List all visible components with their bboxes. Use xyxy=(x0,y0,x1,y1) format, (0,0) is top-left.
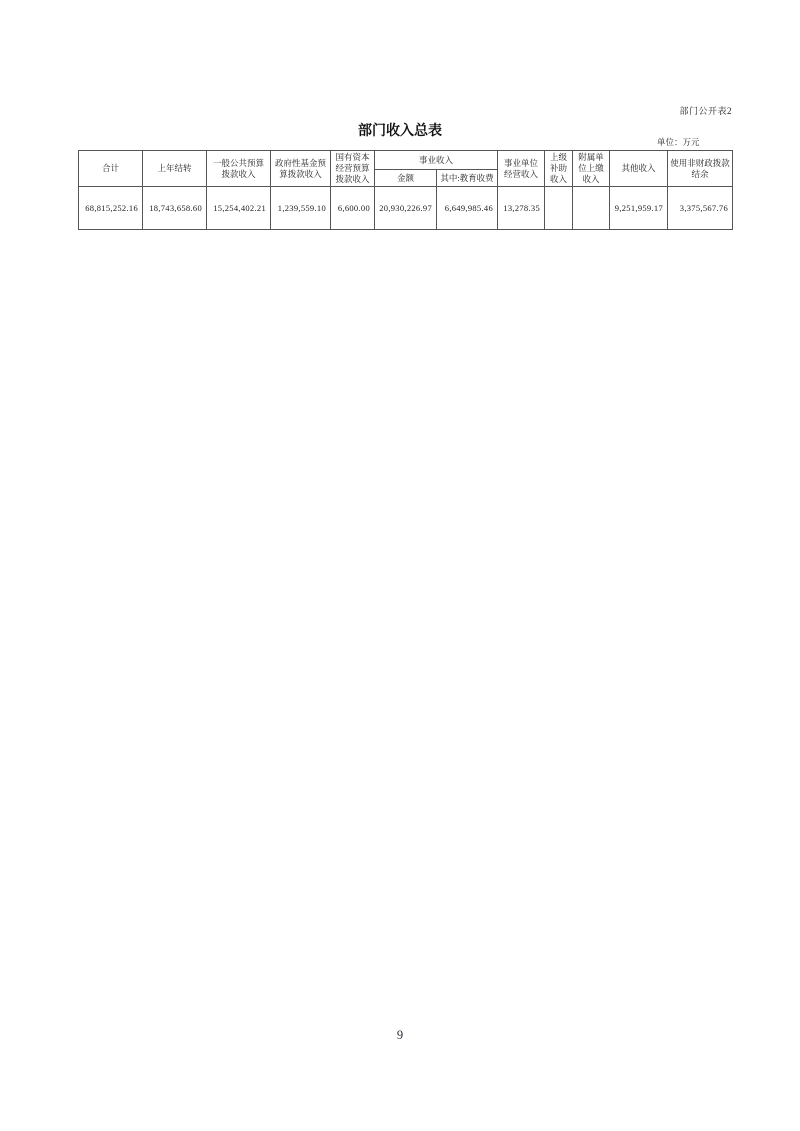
cell-prev-year-carryover: 18,743,658.60 xyxy=(143,187,207,230)
cell-superior-subsidy xyxy=(545,187,573,230)
header-gov-fund-budget: 政府性基金预算拨款收入 xyxy=(271,151,331,187)
cell-other-income: 9,251,959.17 xyxy=(610,187,668,230)
cell-non-fiscal-balance: 3,375,567.76 xyxy=(668,187,733,230)
header-non-fiscal-balance: 使用非财政拨款结余 xyxy=(668,151,733,187)
page-number: 9 xyxy=(396,1028,404,1042)
header-superior-subsidy: 上级补助收入 xyxy=(545,151,573,187)
income-summary-table xyxy=(78,150,733,230)
header-other-income: 其他收入 xyxy=(610,151,668,187)
cell-affiliated-turnover xyxy=(573,187,610,230)
header-business-income-education: 其中:教育收费 xyxy=(437,170,498,187)
unit-label: 单位：万元 xyxy=(657,137,700,147)
doc-sheet-label: 部门公开表2 xyxy=(679,106,732,116)
header-business-income-amount: 金额 xyxy=(375,170,437,187)
header-prev-year-carryover: 上年结转 xyxy=(143,151,207,187)
cell-general-public-budget: 15,254,402.21 xyxy=(207,187,271,230)
cell-state-capital-budget: 6,600.00 xyxy=(331,187,375,230)
header-general-public-budget: 一般公共预算拨款收入 xyxy=(207,151,271,187)
cell-business-income-amount: 20,930,226.97 xyxy=(375,187,437,230)
cell-business-unit-operation: 13,278.35 xyxy=(498,187,545,230)
header-business-income-group: 事业收入 xyxy=(375,151,498,170)
table-row xyxy=(79,187,733,230)
cell-total: 68,815,252.16 xyxy=(79,187,143,230)
header-state-capital-budget: 国有资本经营预算拨款收入 xyxy=(331,151,375,187)
header-business-unit-operation: 事业单位经营收入 xyxy=(498,151,545,187)
cell-business-income-education: 6,649,985.46 xyxy=(437,187,498,230)
cell-gov-fund-budget: 1,239,559.10 xyxy=(271,187,331,230)
header-affiliated-turnover: 附属单位上缴收入 xyxy=(573,151,610,187)
page-title: 部门收入总表 xyxy=(358,122,442,138)
header-total: 合计 xyxy=(79,151,143,187)
